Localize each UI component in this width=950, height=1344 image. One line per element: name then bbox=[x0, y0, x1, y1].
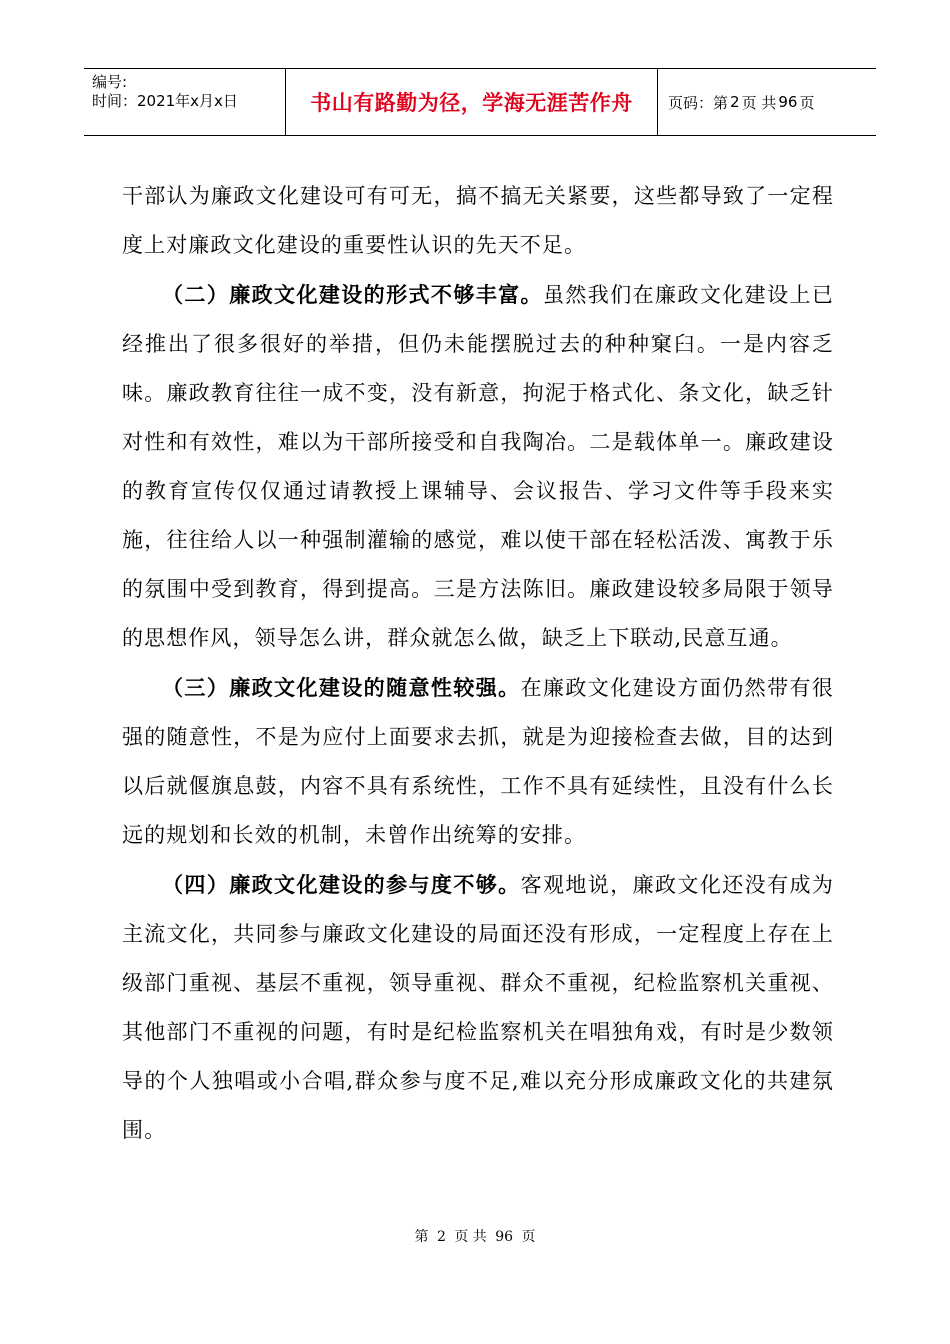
paragraph-1: 干部认为廉政文化建设可有可无，搞不搞无关紧要，这些都导致了一定程度上对廉政文化建设的重要性认识的先天不足。 bbox=[122, 184, 834, 257]
paragraph-2-heading: （二）廉政文化建设的形式不够丰富。 bbox=[162, 282, 543, 307]
paragraph-4 bbox=[122, 860, 834, 1155]
header-page-cell bbox=[658, 69, 876, 135]
paragraph-3-text: 在廉政文化建设方面仍然带有很强的随意性，不是为应付上面要求去抓，就是为迎接检查去做，目的达到以后就偃旗息鼓，内容不具有系统性，工作不具有延续性，且没有什么长远的规划和长效的机制，未曾作出统筹的安排。 bbox=[122, 676, 834, 847]
paragraph-2 bbox=[122, 270, 834, 663]
code-label: 编号: bbox=[92, 73, 128, 91]
page-label: 页码：第 bbox=[668, 93, 729, 112]
motto-text: 书山有路勤为径，学海无涯苦作舟 bbox=[310, 91, 633, 115]
paragraph-3-heading: （三）廉政文化建设的随意性较强。 bbox=[162, 675, 521, 700]
footer-mid: 页 共 bbox=[454, 1229, 487, 1245]
header-meta-cell bbox=[84, 69, 286, 135]
paragraph-4-text: 客观地说，廉政文化还没有成为主流文化，共同参与廉政文化建设的局面还没有形成，一定程度上存在上级部门重视、基层不重视，领导重视、群众不重视，纪检监察机关重视、其他部门不重视的问题，有时是纪检监察机关在唱独角戏，有时是少数领导的个人独唱或小合唱,群众参与度不足,难以充分形成廉政文化的共建氛围。 bbox=[122, 873, 834, 1142]
page-number: 2 bbox=[730, 93, 740, 111]
page-end: 页 bbox=[799, 93, 815, 112]
footer-suffix: 页 bbox=[521, 1229, 536, 1245]
time-label: 时间：2021年x月x日 bbox=[92, 92, 238, 110]
document-header bbox=[84, 68, 876, 136]
paragraph-2-text: 虽然我们在廉政文化建设上已经推出了很多很好的举措，但仍未能摆脱过去的种种窠臼。一是内容乏味。廉政教育往往一成不变，没有新意，拘泥于格式化、条文化，缺乏针对性和有效性，难以为干部所接受和自我陶冶。二是载体单一。廉政建设的教育宣传仅仅通过请教授上课辅导、会议报告、学习文件等手段来实施，往往给人以一种强制灌输的感觉，难以使干部在轻松活泼、寓教于乐的氛围中受到教育，得到提高。三是方法陈旧。廉政建设较多局限于领导的思想作风，领导怎么讲，群众就怎么做，缺乏上下联动,民意互通。 bbox=[122, 283, 834, 650]
document-body bbox=[122, 172, 834, 1155]
footer-page: 2 bbox=[436, 1229, 446, 1245]
paragraph-4-heading: （四）廉政文化建设的参与度不够。 bbox=[162, 872, 521, 897]
header-motto-cell bbox=[286, 69, 658, 135]
footer-prefix: 第 bbox=[414, 1229, 429, 1245]
footer-total: 96 bbox=[495, 1229, 514, 1245]
page-footer bbox=[0, 1226, 950, 1246]
page-total: 96 bbox=[778, 93, 798, 111]
paragraph-3 bbox=[122, 663, 834, 860]
page-mid: 页 共 bbox=[741, 93, 777, 112]
